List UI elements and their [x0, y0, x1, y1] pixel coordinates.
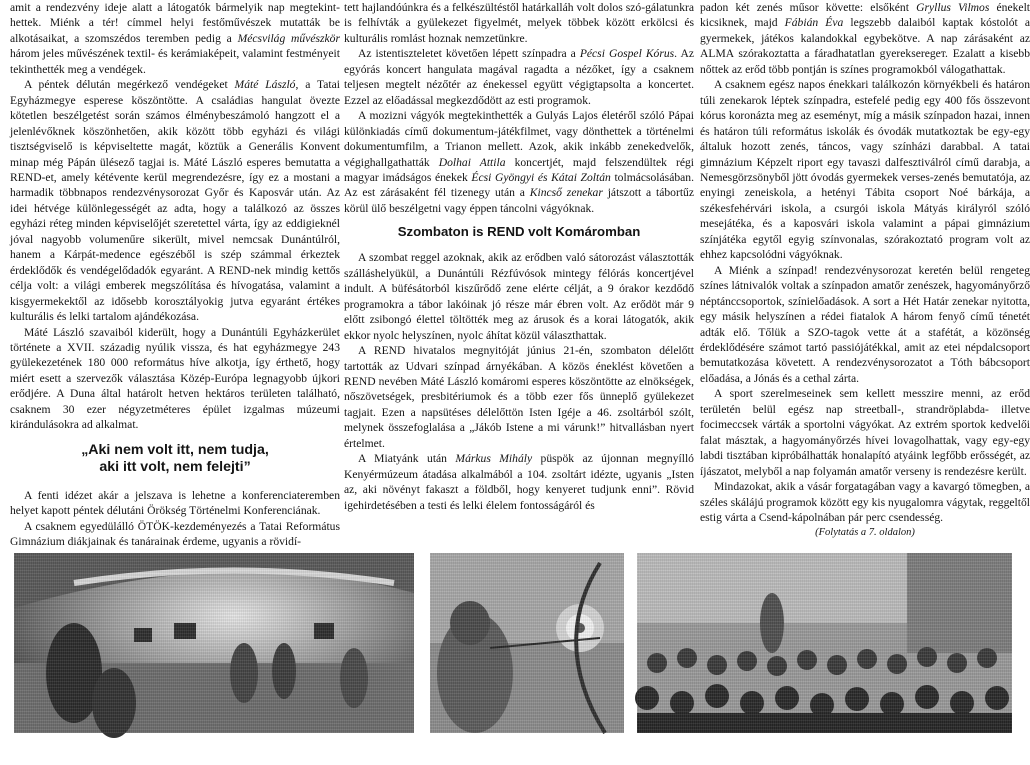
paragraph: padon két zenés műsor követte: elsőként Gryllus Vilmos énekelt kicsiknek, majd Fábián Éva legszebb dalaiból kaptak kóstolót a gyermekek, játékos kalandokkal egybekötve. A nap zárásaként az ALMA szórakoztatta a fáradhatatlan gyerekseregeт. Ezalatt a kisebb nőttek az erőd több pontján is színes programokból válogathattak.: [700, 1, 1030, 76]
paragraph: A péntek délután megérkező vendégeket Máté László, a Tatai Egyházmegye esperese köszöntötte. A családias hangulat övezte kötetlen beszélgetést során számos élménybeszámoló hangzott el a jelenlévőknek köszönhetően, akik között több egyházi és világi tisztségviselő is képviseltette magát, köztük a Generális Konvent minap még Pápán ülésező tagjai is. Máté László esperes bemutatta a REND-et, amely kétévente kerül megrendezésre, így ez a mostani a harmadik többnapos rendezvénysorozat Győr és Kaposvár után. Az idei hétvége különlegességét az adta, hogy a találkozó az összes egyházi réteg minden képviselőjét szeretettel várta, így az eddigieknél jóval nagyobb volumenűre sikerült, mivel nemcsak Dunántúlról, hanem a Kárpát-medence egészéből is szép számmal érkeztek érdeklődők és vendégelődadók egyaránt. A REND-nek mindig kettős célja volt: a világi emberek megszólítása és hívogatása, valamint a kisgyermekektől az idősebb korosztályokig jutva egyaránt értékes kulturális és lelki tartalom ajándékozása.: [10, 78, 340, 324]
article-column-2: [344, 0, 694, 545]
paragraph: A mozizni vágyók megtekinthették a Gulyás Lajos életéről szóló Pápai különkiadás című dokumentum-játékfilmet, vagy dönthettek a történelmi dokumentumfilm, a Trianon mellett. Azok, akik inkább zenekedvelők, végighallgathatták Dolhai Attila koncertjét, majd felszendültek régi magyar imádságos énekek Écsi Gyöngyi és Kátai Zoltán tolmácsolásában. Az est zárásaként fél tizenegy után a Kincső zenekar játszott a tábortűz körül ülő beszélgetni vagy éppen táncolni vágyóknak.: [344, 109, 694, 215]
paragraph: A REND hivatalos megnyitóját június 21-én, szombaton délelőtt tartották az Udvari színpad árnyékában. A közös éneklést követően a REND nevében Máté László komáromi esperes köszöntötte az elnökségek, nőszövetségek, presbitériumok és a több ezer fős ünneplő gyülekezet tagjait. Ezen a napsütéses délelőttön Isten Igéje a 46. zsoltárból szólt, melynek összefoglalása a „Jákób Istene a mi várunk!” hitvallásban nyert értelmet.: [344, 344, 694, 450]
paragraph: A csaknem egyedülálló ÖTÖK-kezdeményezés a Tatai Református Gimnázium diákjainak és tanárainak érdeme, ugyanis a rövidí-: [10, 519, 340, 549]
article-column-1: [10, 0, 340, 560]
photo-exhibition-hall: [14, 553, 414, 733]
paragraph: A fenti idézet akár a jelszava is lehetne a konferenciateremben helyet kapott péntek délutáni Örökség Történelmi Konferenciának.: [10, 488, 340, 518]
paragraph: Máté László szavaiból kiderült, hogy a Dunántúli Egyházkerület története a XVII. századig nyúlik vissza, és hat egyházmegye 243 gyülekezetének 180 000 református híve alkotja, így érthető, hogy miért esett a szervezők választása Közép-Európa legnagyobb újkori erődjére. A Duna által határolt hetven hektáros területen található, csaknem 30 ezer négyzetméteres épület izgalmas múzeumi kirándulásokra ad alkalmat.: [10, 325, 340, 432]
photo-audience: [637, 553, 1012, 733]
paragraph: A Miatyánk után Márkus Mihály püspök az újonnan megnyílló Kenyérmúzeum átadása alkalmából a 104. zsoltárt idézte, ugyanis „Isten az, aki növényt fakaszt a földből, hogy kenyeret tudjunk enni”. Rövid igehirdetésében a testi és lelki élelem fontosságáról és: [344, 452, 694, 512]
continuation-note: (Folytatás a 7. oldalon): [815, 527, 915, 539]
paragraph: A sport szerelmeseinek sem kellett messzire menni, az erőd területén belül egész nap streetball-, strandröplabda- illetve focimeccsek várták a sportolni vágyókat. Az extrém sportok kedvelői falat másztak, a hagyományőrzés hívei lovagolhattak, vagy egy-egy labdi tisztában kipróbálhatták honalapító atyáink legfőbb erősségét, az íjászatot, melyből a nap folyamán amatőr verseny is rendezésre került.: [700, 387, 1030, 478]
paragraph: A szombat reggel azoknak, akik az erődben való sátorozást választották szálláshelyükül, a Dunántúli Rézfúvósok mintegy félórás koncertjével indult. A büfésátorból kiszűrődő zene elérte célját, a 9 órakor kezdődő programokra a tábor lakóinak jó része már ébren volt. Az erődöt már 9 előtt zsibongó élettel töltötték meg az árusok és a korai látogatók, akik ekkor nyolc helyszínen, nyolc áhítat közül választhattak.: [344, 251, 694, 342]
paragraph: A csaknem egész napos énekkari találkozón környékbeli és határon túli zenekarok léptek színpadra, estefelé pedig egy 400 fős összevont kórus koronázta meg az eseményt, míg a másik színpadon hazai, innen és határon túli református iskolák és óvodák mutatkoztak be egy-egy általuk hozott zenés, táncos, vagy színházi darabbal. A tatai gimnázium Képzelt riport egy tavaszi dalfesztiválról című darabja, a Nemesgörzsönyből jött óvodás gyermekek verses-zenés bemutatója, az enyingi zeneiskola, a hetényi Tábita csoport Noé bárkája, a székesfehérvári iskola, a csurgói iskola Mátyás királyról szóló mesejátéka, és a kaposvári iskola valamint a pápai gimnázium színjátéka egytől egyig színvonalas, szórakoztató program volt az ehhez kapcsolódni vágyóknak.: [700, 78, 1030, 262]
paragraph: Az istentiszteletet követően lépett színpadra a Pécsi Gospel Kórus. Az egyórás koncert hangulata magával ragadta a nézőket, így a csaknem teljesen megtelt nézőtér az énekessel együtt végigtapsolta a koncertet. Ezzel az előadással megkezdődött az esti programok.: [344, 47, 694, 107]
section-subheading: Szombaton is REND volt Komáromban: [397, 224, 641, 240]
section-headline: „Aki nem volt itt, nem tudja, aki itt volt, nem felejti”: [81, 441, 269, 475]
paragraph: Mindazokat, akik a vásár forgatagában vagy a kavargó tömegben, a széles skálájú programok között egy kis nyugalomra vágytak, reggeltől estig várta a Csend-kápolnában pár perc csendesség.: [700, 480, 1030, 524]
photo-archery: [430, 553, 624, 733]
paragraph: amit a rendezvény ideje alatt a látogatók bármelyik nap megtekint-hettek. Miénk a tér! címmel helyi festőművészek mutatták be alkotásaikat, a szomszédos teremben pedig a Mécsvilág művészkör három jeles művészének textil- és kerámiaképeit, valamint festményeit tekinthették meg a vendégek.: [10, 1, 340, 76]
paragraph: A Miénk a színpad! rendezvénysorozat keretén belül rengeteg színes látnivalók voltak a színpadon amatőr zenészek, hagyományőrző néptánccsoportok, színielőadások. A sort a Hét Határ zenekar nyitotta, egy másik helyszínen a rédei fiatalok A három fenyő című ténetét adták elő. Tőlük a SZO-tagok vette át a stafétát, a közönség érdeklődésére számot tartó passiójátékkal, amit az etei népdalcsoport bemutatkozása követett. A rendezvénysorozatot a Tóth bábcsoport előadása, a Jónás és a cethal zárta.: [700, 263, 1030, 385]
paragraph: tett hajlandóúnkra és a felkészültéstől határkalláh volt dolos szó-gálatunkra is felhívták a gyülekezet figyelmét, melyek többek között erkölcsi és kulturális romlást hoznak nemzetünkre.: [344, 1, 694, 45]
article-column-3: [700, 0, 1030, 545]
